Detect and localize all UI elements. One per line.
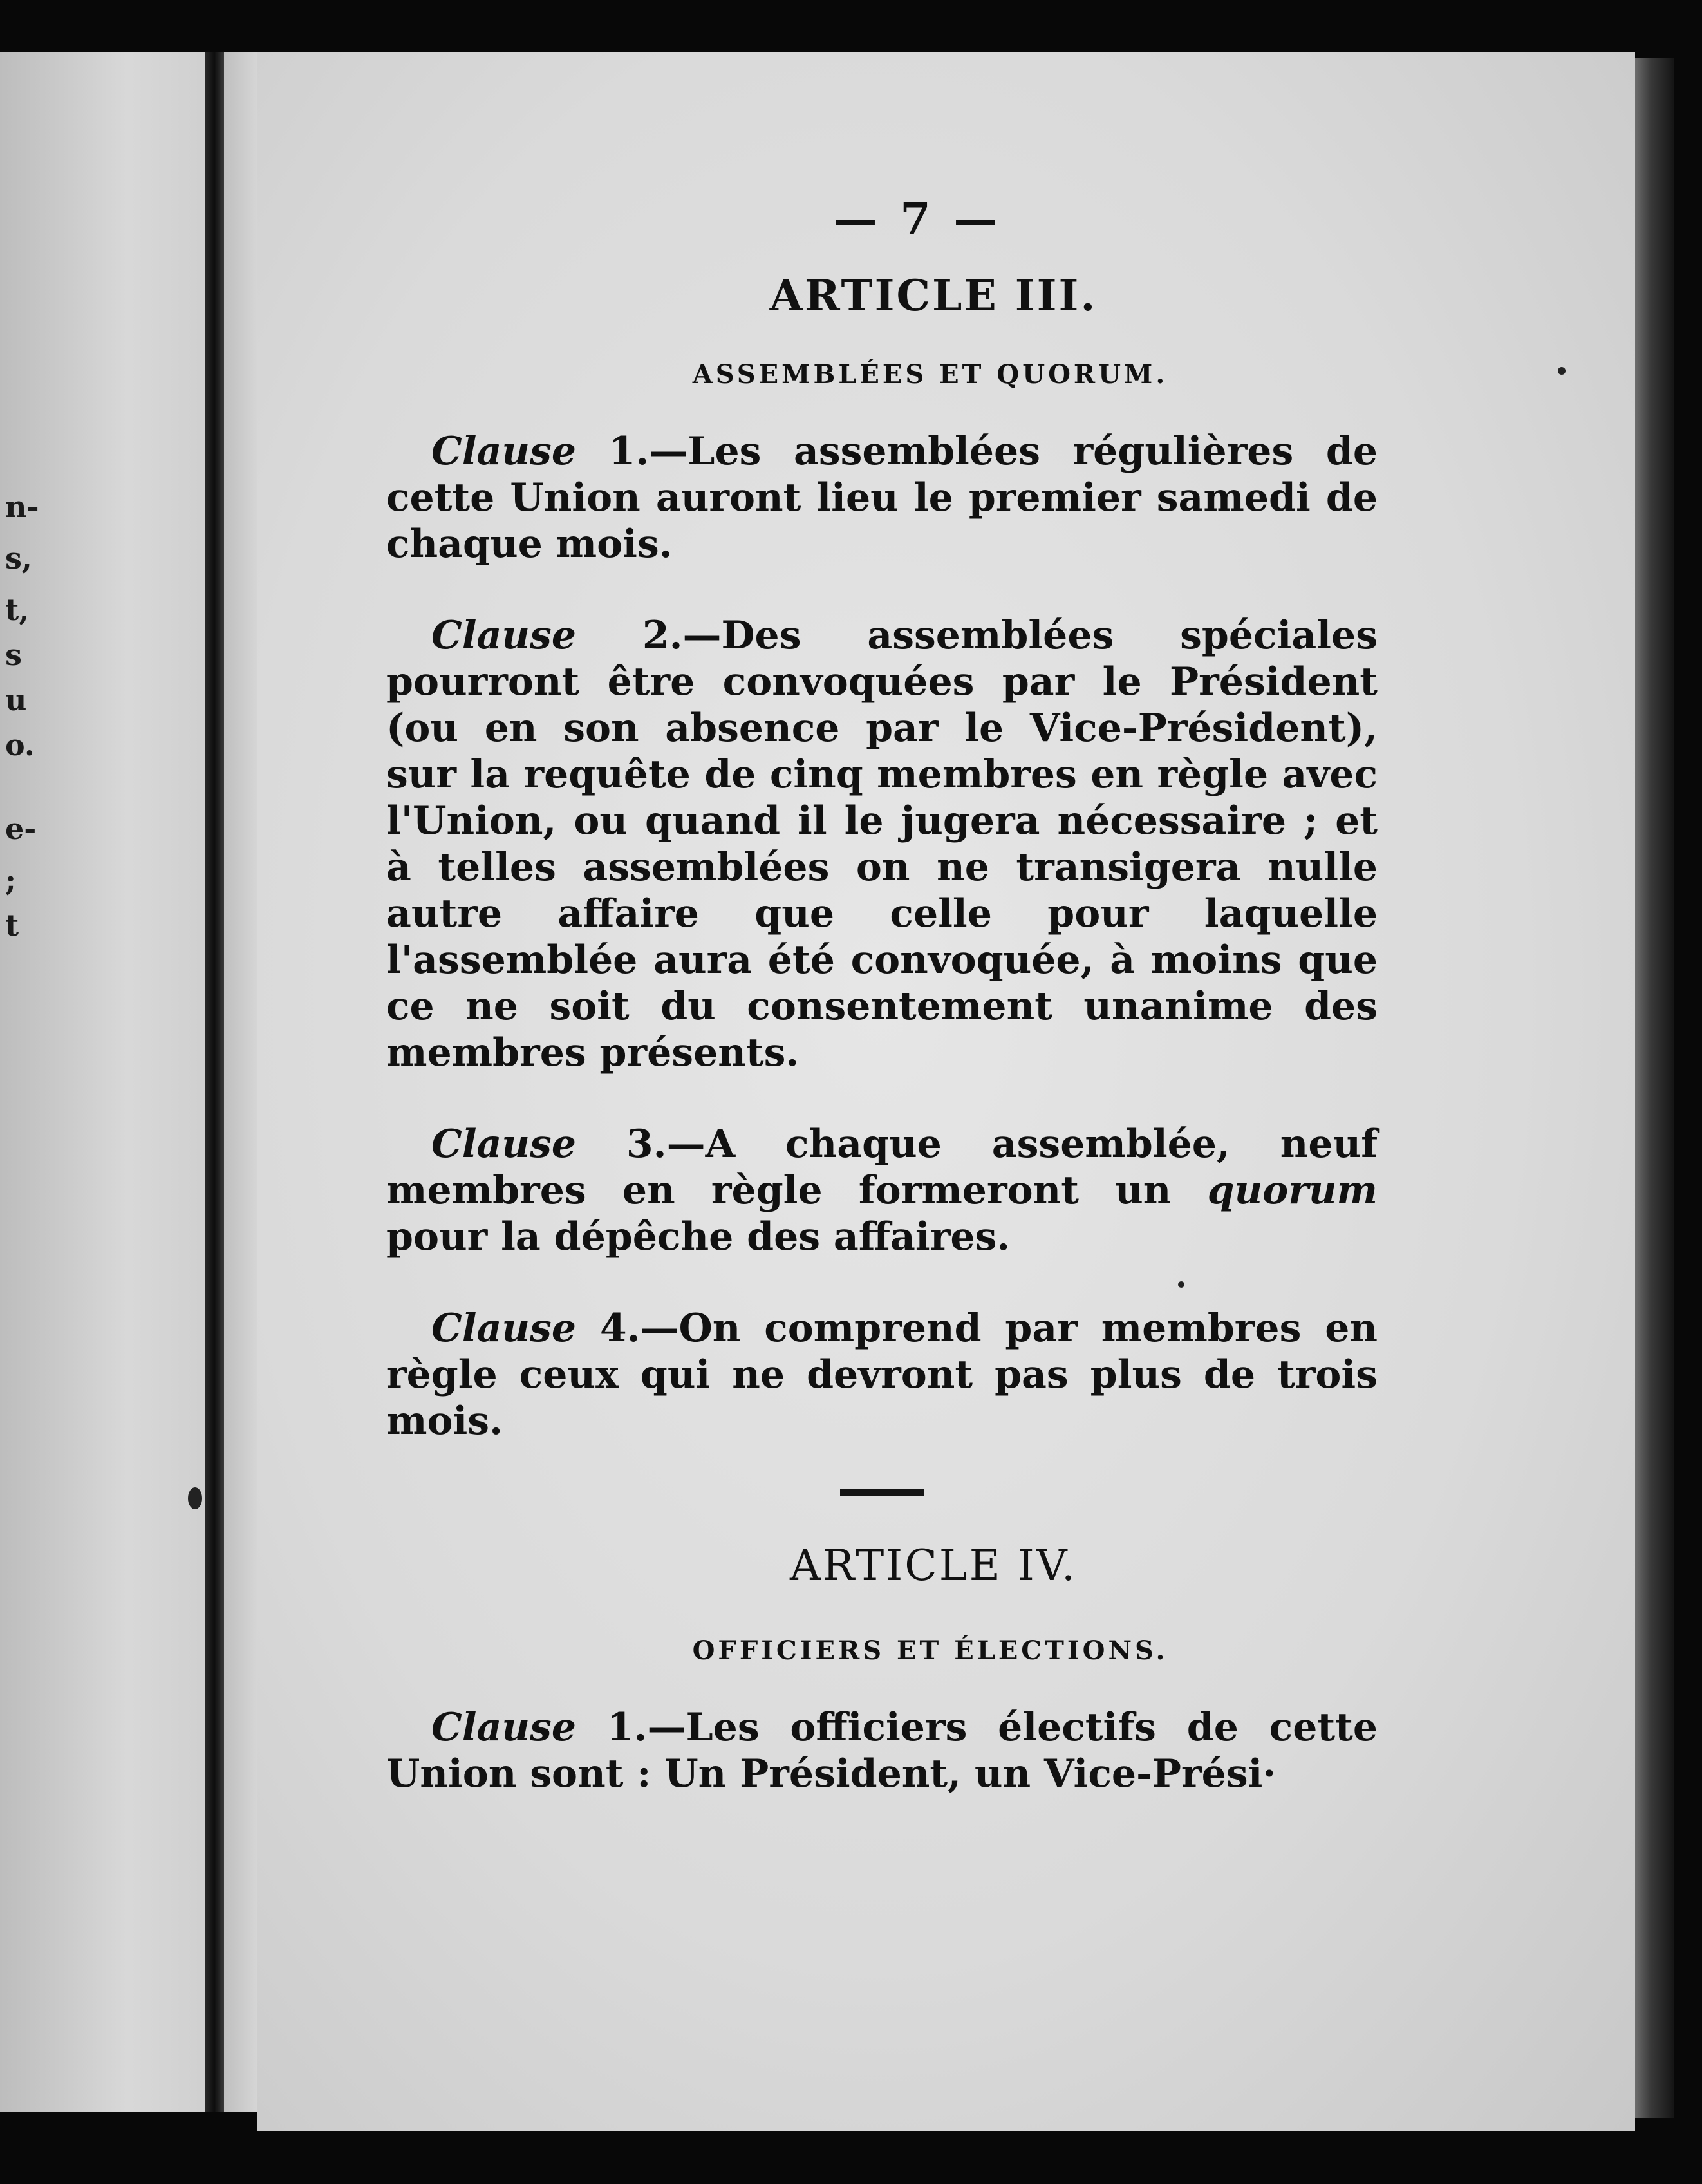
clause-paragraph [386, 1704, 1378, 1797]
page-edge-shadow [1635, 58, 1674, 2118]
left-fragment: e- [5, 811, 37, 846]
clause-text: On comprend par membres en règle ceux qui ne devront pas plus de trois mois. [386, 1306, 1378, 1444]
clause-label: Clause [431, 1122, 576, 1167]
left-fragment: s [5, 637, 22, 672]
clause-paragraph [386, 428, 1378, 567]
clause-text: Les assemblées régulières de cette Union auront lieu le premier samedi de chaque mois. [386, 429, 1378, 567]
clause-text: Les officiers électifs de cette Union sont : Un Président, un Vice-Prési· [386, 1705, 1378, 1796]
left-fragment: t, [5, 592, 30, 627]
clause-number: 1.— [576, 429, 688, 474]
clause-paragraph [386, 1121, 1378, 1260]
clause-italic-term: quorum [1207, 1168, 1378, 1213]
article-subtitle: ASSEMBLÉES ET QUORUM. [692, 359, 1168, 390]
left-fragment: s, [5, 541, 32, 576]
clause-paragraph [386, 1305, 1378, 1444]
left-fragment: o. [5, 728, 35, 762]
clause-text: A chaque assemblée, neuf membres en règle formeront un [386, 1122, 1378, 1213]
clause-number: 4.— [576, 1306, 679, 1351]
clause-text: pour la dépêche des affaires. [386, 1214, 1011, 1259]
gutter-shadow [224, 52, 263, 2112]
section-divider [840, 1489, 924, 1496]
article-title: ARTICLE IV. [790, 1541, 1077, 1590]
clause-number: 1.— [576, 1705, 686, 1750]
scan-speck [1558, 367, 1566, 375]
page-content [386, 193, 1378, 1842]
left-facing-page [0, 52, 212, 2112]
left-page-text-fragments [5, 52, 44, 2112]
clause-text: Des assemblées spéciales pourront être convoquées par le Président (ou en son absence par le Vice-Président), sur la requête de cinq membres en règle avec l'Union, ou quand il le jugera nécessaire ; et à telles assemblées on ne transigera nulle autre affaire que celle pour laquelle l'assemblée aura été convoquée, à moins que ce ne soit du consentement unanime des membres présents. [386, 613, 1378, 1075]
article-title: ARTICLE III. [769, 270, 1098, 321]
left-fragment: ; [5, 863, 16, 898]
book-binding-gutter [205, 52, 224, 2112]
left-fragment: u [5, 682, 27, 717]
clause-label: Clause [431, 1705, 576, 1750]
clause-number: 2.— [576, 613, 722, 658]
page-number: — 7 — [833, 193, 1002, 245]
clause-label: Clause [431, 613, 576, 658]
left-fragment: n- [5, 489, 39, 524]
clause-number: 3.— [576, 1122, 706, 1167]
clause-label: Clause [431, 429, 576, 474]
article-subtitle: OFFICIERS ET ÉLECTIONS. [692, 1635, 1168, 1666]
clause-label: Clause [431, 1306, 576, 1351]
clause-paragraph [386, 612, 1378, 1076]
left-fragment: t [5, 908, 19, 943]
binding-thread-mark [188, 1487, 202, 1509]
